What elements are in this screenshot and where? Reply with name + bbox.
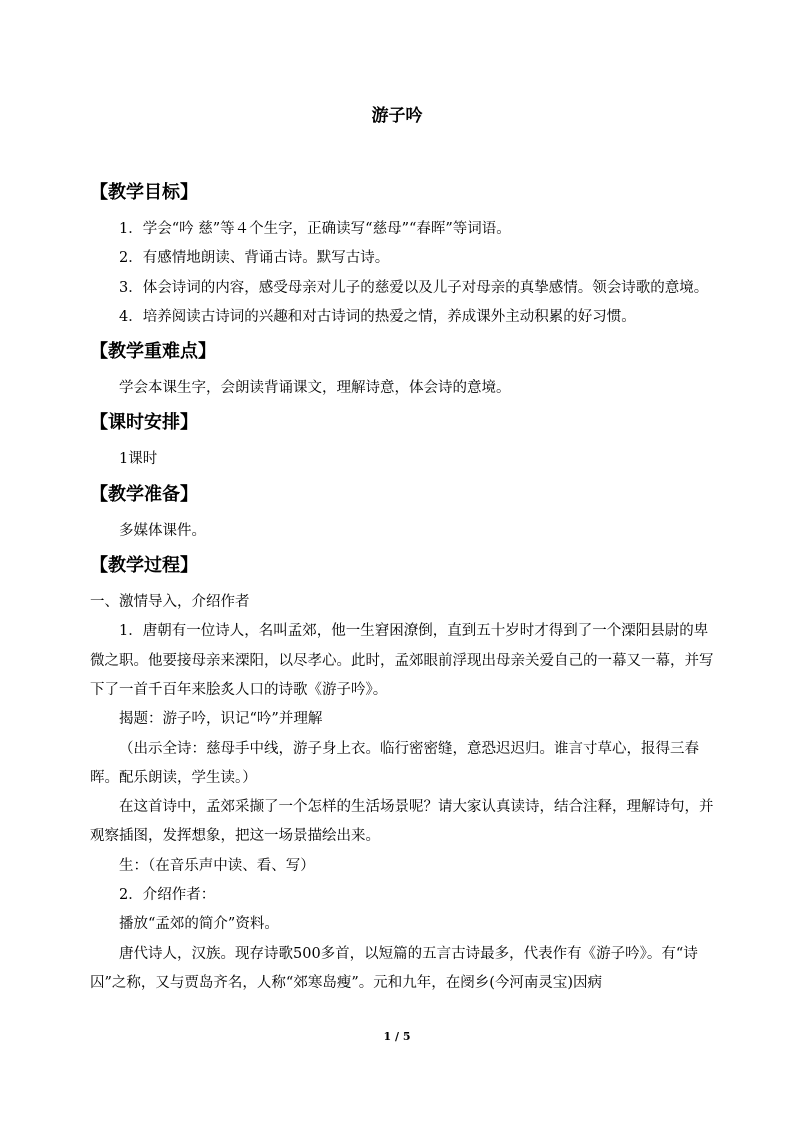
document-title: 游子吟 xyxy=(371,106,423,126)
process-paragraph-4: 在这首诗中，孟郊采撷了一个怎样的生活场景呢？请大家认真读诗，结合注释，理解诗句，并观察插图，发挥想象，把这一场景描绘出来。 xyxy=(90,799,714,845)
process-step-1-title: 一、激情导入，介绍作者 xyxy=(90,594,250,611)
process-paragraph-8: 唐代诗人，汉族。现存诗歌500多首，以短篇的五言古诗最多，代表作有《游子吟》。有“诗囚”之称，又与贾岛齐名，人称“郊寒岛瘦”。元和九年，在阌乡(今河南灵宝)因病 xyxy=(90,945,698,991)
process-paragraph-2: 揭题：游子吟，识记“吟”并理解 xyxy=(119,711,323,728)
schedule-heading: 【课时安排】 xyxy=(90,412,198,434)
preparation-heading: 【教学准备】 xyxy=(90,483,198,505)
process-paragraph-7: 播放“孟郊的简介”资料。 xyxy=(119,916,279,933)
goal-item-3: 3．体会诗词的内容，感受母亲对儿子的慈爱以及儿子对母亲的真挚感情。领会诗歌的意境。 xyxy=(119,279,709,296)
process-paragraph-5: 生：（在音乐声中读、看、写） xyxy=(119,857,315,874)
preparation-text: 多媒体课件。 xyxy=(119,522,206,539)
goal-item-1: 1．学会“吟 慈”等４个生字，正确读写“慈母”“春晖”等词语。 xyxy=(119,221,511,237)
process-paragraph-6: 2．介绍作者： xyxy=(119,887,216,904)
goal-item-2: 2．有感情地朗读、背诵古诗。默写古诗。 xyxy=(119,250,390,267)
key-points-text: 学会本课生字，会朗读背诵课文，理解诗意，体会诗的意境。 xyxy=(119,380,511,397)
page-number: 1 / 5 xyxy=(383,1030,411,1043)
schedule-text: 1课时 xyxy=(119,451,158,468)
key-points-heading: 【教学重难点】 xyxy=(90,341,216,363)
process-paragraph-3: （出示全诗：慈母手中线，游子身上衣。临行密密缝，意恐迟迟归。谁言寸草心，报得三春晖。配乐朗读，学生读。） xyxy=(90,740,699,786)
process-heading: 【教学过程】 xyxy=(90,555,198,577)
process-paragraph-1: 1．唐朝有一位诗人，名叫孟郊，他一生窘困潦倒，直到五十岁时才得到了一个溧阳县尉的卑微之职。他要接母亲来溧阳，以尽孝心。此时，孟郊眼前浮现出母亲关爱自己的一幕又一幕，并写下了一首千百年来脍炙人口的诗歌《游子吟》。 xyxy=(90,623,714,698)
goal-item-4: 4．培养阅读古诗词的兴趣和对古诗词的热爱之情，养成课外主动积累的好习惯。 xyxy=(119,308,636,325)
document-body xyxy=(90,173,718,998)
goals-heading: 【教学目标】 xyxy=(90,182,198,203)
